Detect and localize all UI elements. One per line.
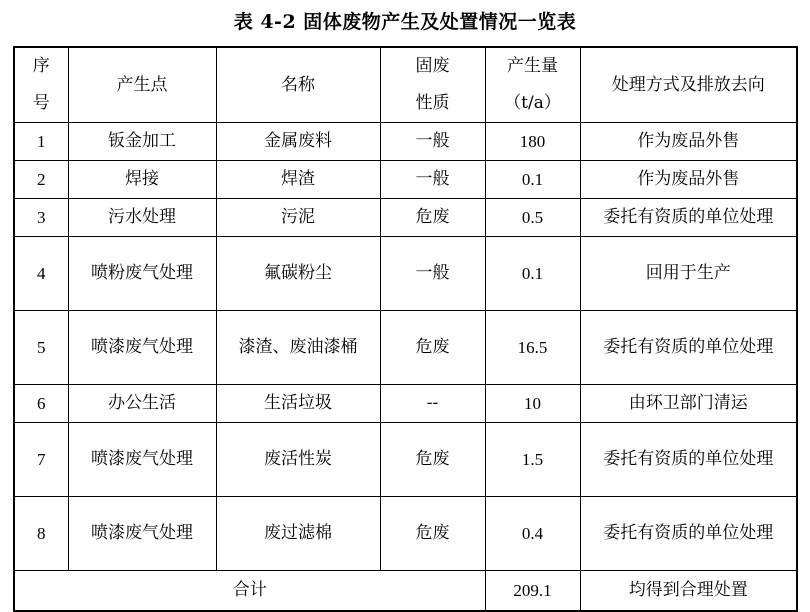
cell-amount: 0.4 (485, 497, 580, 571)
table-row (14, 123, 797, 161)
cell-name: 金属废料 (216, 123, 380, 161)
cell-amount: 0.1 (485, 237, 580, 311)
header-name: 名称 (216, 47, 380, 123)
cell-type: 一般 (380, 237, 485, 311)
solid-waste-table (13, 46, 798, 612)
table-title: 表 4-2 固体废物产生及处置情况一览表 (233, 11, 577, 33)
cell-seq: 6 (14, 385, 68, 423)
cell-source: 焊接 (68, 161, 216, 199)
cell-seq: 1 (14, 123, 68, 161)
cell-seq: 4 (14, 237, 68, 311)
cell-type: 一般 (380, 123, 485, 161)
cell-seq: 2 (14, 161, 68, 199)
cell-amount: 1.5 (485, 423, 580, 497)
cell-disposal: 由环卫部门清运 (580, 385, 797, 423)
cell-disposal: 委托有资质的单位处理 (580, 311, 797, 385)
total-disposal: 均得到合理处置 (580, 571, 797, 611)
cell-disposal: 委托有资质的单位处理 (580, 497, 797, 571)
cell-source: 喷漆废气处理 (68, 497, 216, 571)
cell-type: 危废 (380, 199, 485, 237)
total-amount: 209.1 (485, 571, 580, 611)
total-label: 合计 (14, 571, 485, 611)
header-source: 产生点 (68, 47, 216, 123)
cell-name: 生活垃圾 (216, 385, 380, 423)
cell-seq: 5 (14, 311, 68, 385)
table-row (14, 385, 797, 423)
cell-disposal: 作为废品外售 (580, 123, 797, 161)
cell-name: 漆渣、废油漆桶 (216, 311, 380, 385)
cell-source: 办公生活 (68, 385, 216, 423)
cell-disposal: 作为废品外售 (580, 161, 797, 199)
table-row (14, 161, 797, 199)
table-row (14, 423, 797, 497)
cell-disposal: 回用于生产 (580, 237, 797, 311)
cell-amount: 0.5 (485, 199, 580, 237)
header-row (14, 47, 797, 123)
cell-source: 喷粉废气处理 (68, 237, 216, 311)
table-row (14, 311, 797, 385)
table-row (14, 237, 797, 311)
cell-disposal: 委托有资质的单位处理 (580, 199, 797, 237)
cell-source: 钣金加工 (68, 123, 216, 161)
cell-name: 废过滤棉 (216, 497, 380, 571)
header-disposal: 处理方式及排放去向 (580, 47, 797, 123)
cell-name: 废活性炭 (216, 423, 380, 497)
cell-name: 焊渣 (216, 161, 380, 199)
cell-amount: 0.1 (485, 161, 580, 199)
cell-amount: 16.5 (485, 311, 580, 385)
header-type: 固废性质 (380, 47, 485, 123)
cell-type: 危废 (380, 497, 485, 571)
cell-source: 喷漆废气处理 (68, 311, 216, 385)
cell-name: 氟碳粉尘 (216, 237, 380, 311)
table-row (14, 199, 797, 237)
cell-type: 一般 (380, 161, 485, 199)
cell-type: 危废 (380, 311, 485, 385)
table-row (14, 497, 797, 571)
cell-amount: 10 (485, 385, 580, 423)
cell-type: 危废 (380, 423, 485, 497)
cell-seq: 8 (14, 497, 68, 571)
header-amount: 产生量（t/a） (485, 47, 580, 123)
total-row (14, 571, 797, 611)
cell-name: 污泥 (216, 199, 380, 237)
cell-disposal: 委托有资质的单位处理 (580, 423, 797, 497)
header-seq: 序号 (14, 47, 68, 123)
cell-amount: 180 (485, 123, 580, 161)
cell-seq: 7 (14, 423, 68, 497)
cell-source: 污水处理 (68, 199, 216, 237)
cell-source: 喷漆废气处理 (68, 423, 216, 497)
cell-type: -- (380, 385, 485, 423)
cell-seq: 3 (14, 199, 68, 237)
